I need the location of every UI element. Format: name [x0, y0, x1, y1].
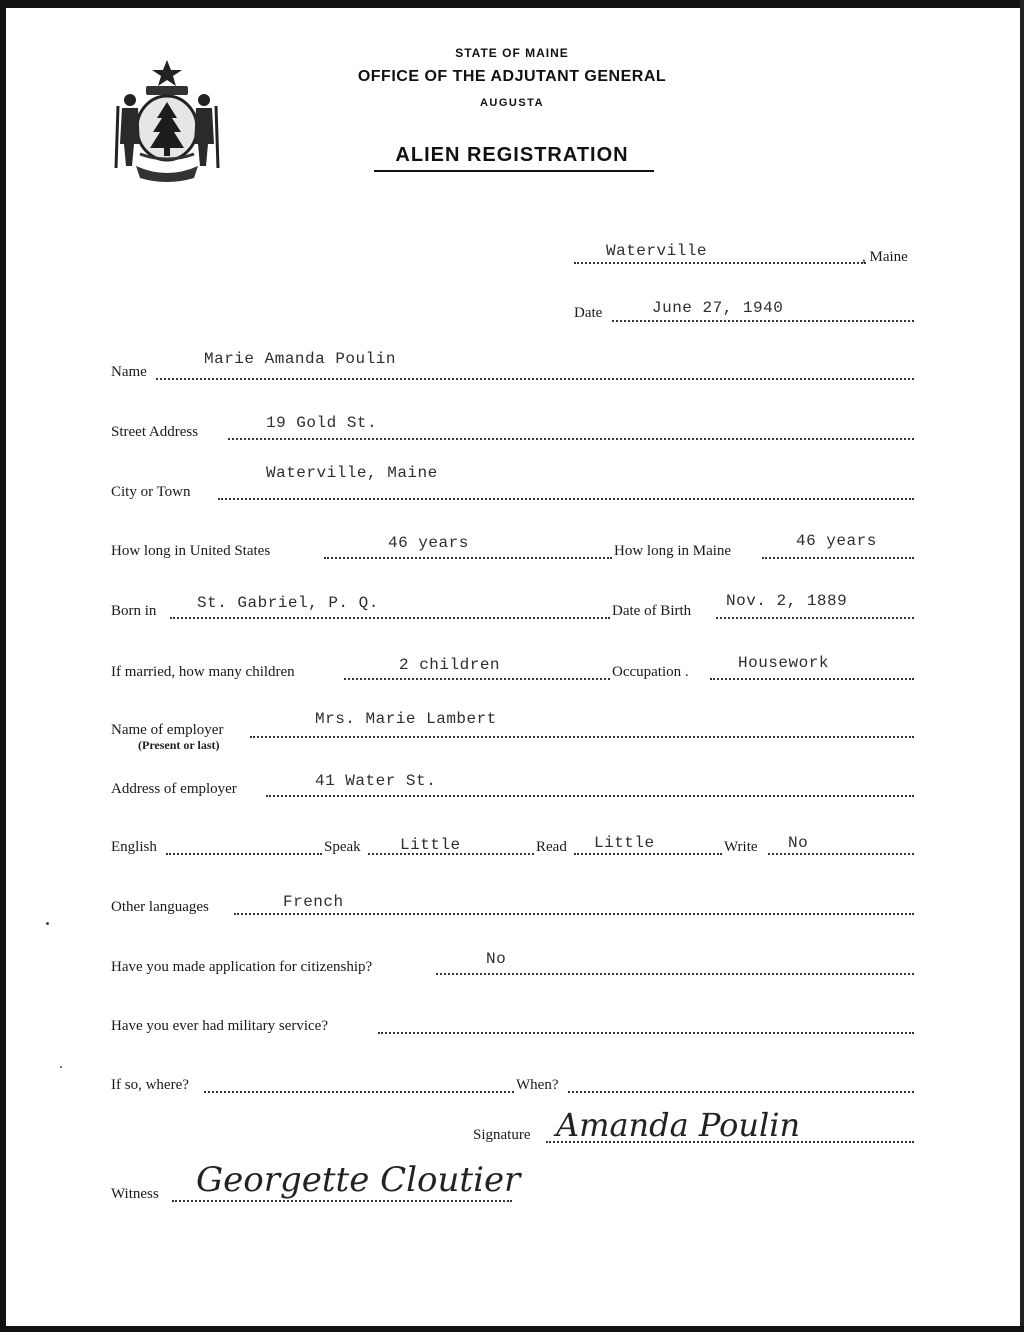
city-value: Waterville, Maine — [266, 464, 438, 482]
how-long-maine-field-line — [762, 557, 914, 559]
street-value: 19 Gold St. — [266, 414, 378, 432]
witness-value: Georgette Cloutier — [196, 1160, 521, 1200]
city-label: City or Town — [111, 484, 191, 500]
scan-border-top — [0, 0, 1024, 8]
employer-address-label: Address of employer — [111, 781, 237, 797]
write-value: No — [788, 834, 809, 852]
city-field-line — [218, 498, 914, 500]
children-field-line — [344, 678, 610, 680]
employer-value: Mrs. Marie Lambert — [315, 710, 497, 728]
write-field-line — [768, 853, 914, 855]
other-languages-field-line — [234, 913, 914, 915]
children-value: 2 children — [399, 656, 501, 674]
if-so-where-label: If so, where? — [111, 1077, 189, 1093]
name-label: Name — [111, 364, 147, 380]
born-in-field-line — [170, 617, 610, 619]
employer-address-field-line — [266, 795, 914, 797]
signature-value: Amanda Poulin — [556, 1106, 801, 1144]
when-field-line — [568, 1091, 914, 1093]
date-label: Date — [574, 305, 603, 321]
occupation-label: Occupation . — [612, 664, 689, 680]
header-city: AUGUSTA — [479, 97, 545, 109]
how-long-us-label: How long in United States — [111, 543, 271, 559]
header-office: OFFICE OF THE ADJUTANT GENERAL — [357, 68, 667, 85]
maine-label: , Maine — [862, 249, 908, 265]
how-long-us-value: 46 years — [388, 534, 469, 552]
scan-border-left — [0, 0, 6, 1332]
town-field-line — [574, 262, 866, 264]
name-field-line — [156, 378, 914, 380]
street-label: Street Address — [111, 424, 199, 440]
other-languages-label: Other languages — [111, 899, 209, 915]
citizenship-label: Have you made application for citizenship? — [111, 959, 373, 975]
header-state: STATE OF MAINE — [455, 46, 569, 60]
title-underline — [374, 170, 654, 172]
occupation-field-line — [710, 678, 914, 680]
street-field-line — [228, 438, 914, 440]
if-so-where-field-line — [204, 1091, 514, 1093]
citizenship-field-line — [436, 973, 914, 975]
when-label: When? — [516, 1077, 559, 1093]
scan-speck — [60, 1066, 62, 1068]
name-value: Marie Amanda Poulin — [204, 350, 396, 368]
english-field-line — [166, 853, 322, 855]
employer-note: (Present or last) — [138, 738, 220, 752]
employer-field-line — [250, 736, 914, 738]
citizenship-value: No — [486, 950, 507, 968]
scan-border-right — [1020, 0, 1024, 1332]
military-label: Have you ever had military service? — [111, 1018, 328, 1034]
born-in-value: St. Gabriel, P. Q. — [197, 594, 379, 612]
born-in-label: Born in — [111, 603, 157, 619]
read-value: Little — [594, 834, 655, 852]
how-long-maine-value: 46 years — [796, 532, 877, 550]
scan-speck — [46, 922, 49, 925]
read-label: Read — [536, 839, 567, 855]
speak-label: Speak — [324, 839, 361, 855]
how-long-us-field-line — [324, 557, 612, 559]
witness-field-line — [172, 1200, 512, 1202]
date-of-birth-field-line — [716, 617, 914, 619]
form-title: ALIEN REGISTRATION — [395, 144, 629, 166]
read-field-line — [574, 853, 722, 855]
town-value: Waterville — [606, 242, 708, 260]
scan-border-bottom — [0, 1326, 1024, 1332]
write-label: Write — [724, 839, 758, 855]
other-languages-value: French — [283, 893, 344, 911]
date-field-line — [612, 320, 914, 322]
date-value: June 27, 1940 — [652, 299, 784, 317]
military-field-line — [378, 1032, 914, 1034]
date-of-birth-value: Nov. 2, 1889 — [726, 592, 848, 610]
witness-label: Witness — [111, 1186, 159, 1202]
signature-label: Signature — [473, 1127, 531, 1143]
speak-value: Little — [400, 836, 461, 854]
employer-address-value: 41 Water St. — [315, 772, 437, 790]
english-label: English — [111, 839, 157, 855]
date-of-birth-label: Date of Birth — [612, 603, 692, 619]
how-long-maine-label: How long in Maine — [614, 543, 732, 559]
occupation-value: Housework — [738, 654, 829, 672]
children-label: If married, how many children — [111, 664, 295, 680]
employer-label: Name of employer — [111, 722, 224, 738]
